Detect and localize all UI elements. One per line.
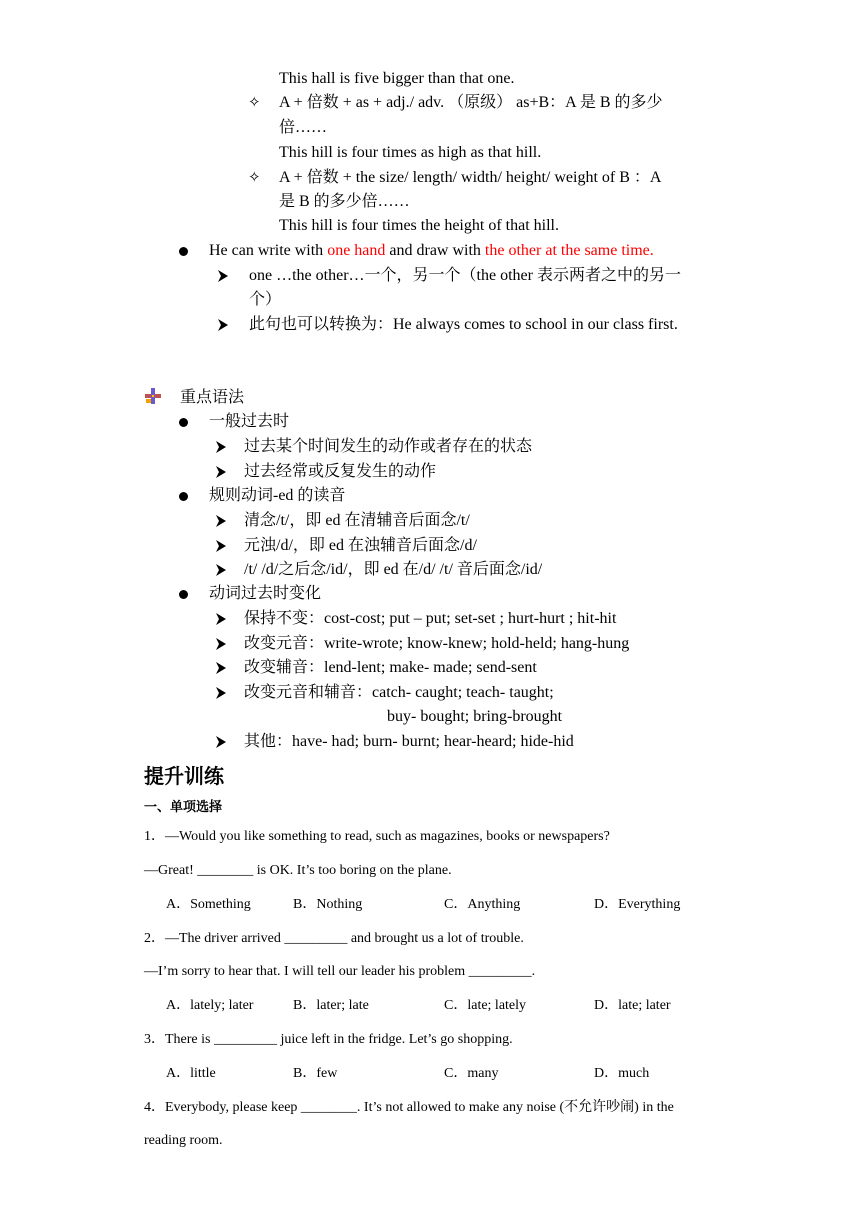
topic-heading: 一般过去时 xyxy=(209,413,290,430)
bullet-dot-icon xyxy=(179,247,188,256)
highlight-text: the other at the same time. xyxy=(484,242,654,259)
section-title: 重点语法 xyxy=(180,389,245,406)
note-line: 个） xyxy=(249,291,282,308)
arrow-bullet-icon xyxy=(215,686,227,700)
topic-heading: 动词过去时变化 xyxy=(209,585,322,602)
list-item: 清念/t/，即 ed 在清辅音后面念/t/ xyxy=(244,512,470,529)
list-item: 过去某个时间发生的动作或者存在的状态 xyxy=(244,438,533,455)
arrow-bullet-icon xyxy=(215,661,227,675)
question-stem: —I’m sorry to hear that. I will tell our leader his problem _________. xyxy=(144,964,536,979)
arrow-bullet-icon xyxy=(215,539,227,553)
list-item: 保持不变：cost-cost; put – put; set-set ; hurt-hurt ; hit-hit xyxy=(244,610,617,627)
bullet-dot-icon xyxy=(179,590,188,599)
question-stem: 1．—Would you like something to read, such as magazines, books or newspapers? xyxy=(144,829,610,844)
diamond-bullet-icon: ✧ xyxy=(248,95,261,111)
answer-option-a: A．Something xyxy=(166,897,251,912)
answer-option-b: B．later; late xyxy=(293,998,369,1013)
example-sentence: This hill is four times as high as that hill. xyxy=(279,144,542,161)
answer-option-b: B．Nothing xyxy=(293,897,363,912)
pattern-line: 倍…… xyxy=(279,119,328,136)
answer-option-d: D．late; later xyxy=(594,998,671,1013)
pattern-line: A + 倍数 + the size/ length/ width/ height/ weight of B ：A xyxy=(279,169,662,186)
note-line: one …the other…一个，另一个（the other 表示两者之中的另一 xyxy=(249,267,681,284)
question-stem: reading room. xyxy=(144,1133,223,1148)
section-marker-icon xyxy=(144,387,162,405)
sentence-text: He can write with xyxy=(209,242,328,259)
answer-option-d: D．much xyxy=(594,1066,650,1081)
answer-option-a: A．lately; later xyxy=(166,998,254,1013)
example-sentence: This hall is five bigger than that one. xyxy=(279,70,515,87)
arrow-bullet-icon xyxy=(215,514,227,528)
highlight-text: one hand xyxy=(327,242,386,259)
list-item-continuation: buy- bought; bring-brought xyxy=(387,708,563,725)
list-item: 过去经常或反复发生的动作 xyxy=(244,463,437,480)
bullet-dot-icon xyxy=(179,492,188,501)
section-heading: 一、单项选择 xyxy=(144,800,223,815)
pattern-line: 是 B 的多少倍…… xyxy=(279,193,410,210)
list-item: 其他：have- had; burn- burnt; hear-heard; hide-hid xyxy=(244,733,574,750)
list-item: 改变辅音：lend-lent; make- made; send-sent xyxy=(244,659,537,676)
answer-option-b: B．few xyxy=(293,1066,338,1081)
bullet-dot-icon xyxy=(179,418,188,427)
list-item: 改变元音：write-wrote; know-knew; hold-held; hang-hung xyxy=(244,635,630,652)
question-stem: 2．—The driver arrived _________ and brought us a lot of trouble. xyxy=(144,931,524,946)
list-item: /t/ /d/之后念/id/，即 ed 在/d/ /t/ 音后面念/id/ xyxy=(244,561,543,578)
list-item: 改变元音和辅音：catch- caught; teach- taught; xyxy=(244,684,554,701)
arrow-bullet-icon xyxy=(215,440,227,454)
question-stem: —Great! ________ is OK. It’s too boring on the plane. xyxy=(144,863,452,878)
arrow-bullet-icon xyxy=(215,735,227,749)
pattern-line: A + 倍数 + as + adj./ adv. （原级） as+B：A 是 B 的多少 xyxy=(279,94,663,111)
question-stem: 4．Everybody, please keep ________. It’s not allowed to make any noise (不允许吵闹) in the xyxy=(144,1100,674,1115)
answer-option-a: A．little xyxy=(166,1066,216,1081)
arrow-bullet-icon xyxy=(215,612,227,626)
question-stem: 3．There is _________ juice left in the fridge. Let’s go shopping. xyxy=(144,1032,513,1047)
answer-option-c: C．late; lately xyxy=(444,998,527,1013)
answer-option-d: D．Everything xyxy=(594,897,681,912)
example-sentence-highlighted xyxy=(209,239,654,263)
arrow-bullet-icon xyxy=(215,465,227,479)
example-sentence: This hill is four times the height of that hill. xyxy=(279,217,559,234)
sentence-text: and draw with xyxy=(385,242,485,259)
answer-option-c: C．many xyxy=(444,1066,499,1081)
arrow-bullet-icon xyxy=(217,269,229,283)
diamond-bullet-icon: ✧ xyxy=(248,170,261,186)
note-line: 此句也可以转换为：He always comes to school in our class first. xyxy=(249,316,678,333)
topic-heading: 规则动词-ed 的读音 xyxy=(209,487,346,504)
answer-option-c: C．Anything xyxy=(444,897,521,912)
arrow-bullet-icon xyxy=(215,637,227,651)
practice-title: 提升训练 xyxy=(144,764,224,788)
arrow-bullet-icon xyxy=(217,318,229,332)
list-item: 元浊/d/，即 ed 在浊辅音后面念/d/ xyxy=(244,537,477,554)
arrow-bullet-icon xyxy=(215,563,227,577)
